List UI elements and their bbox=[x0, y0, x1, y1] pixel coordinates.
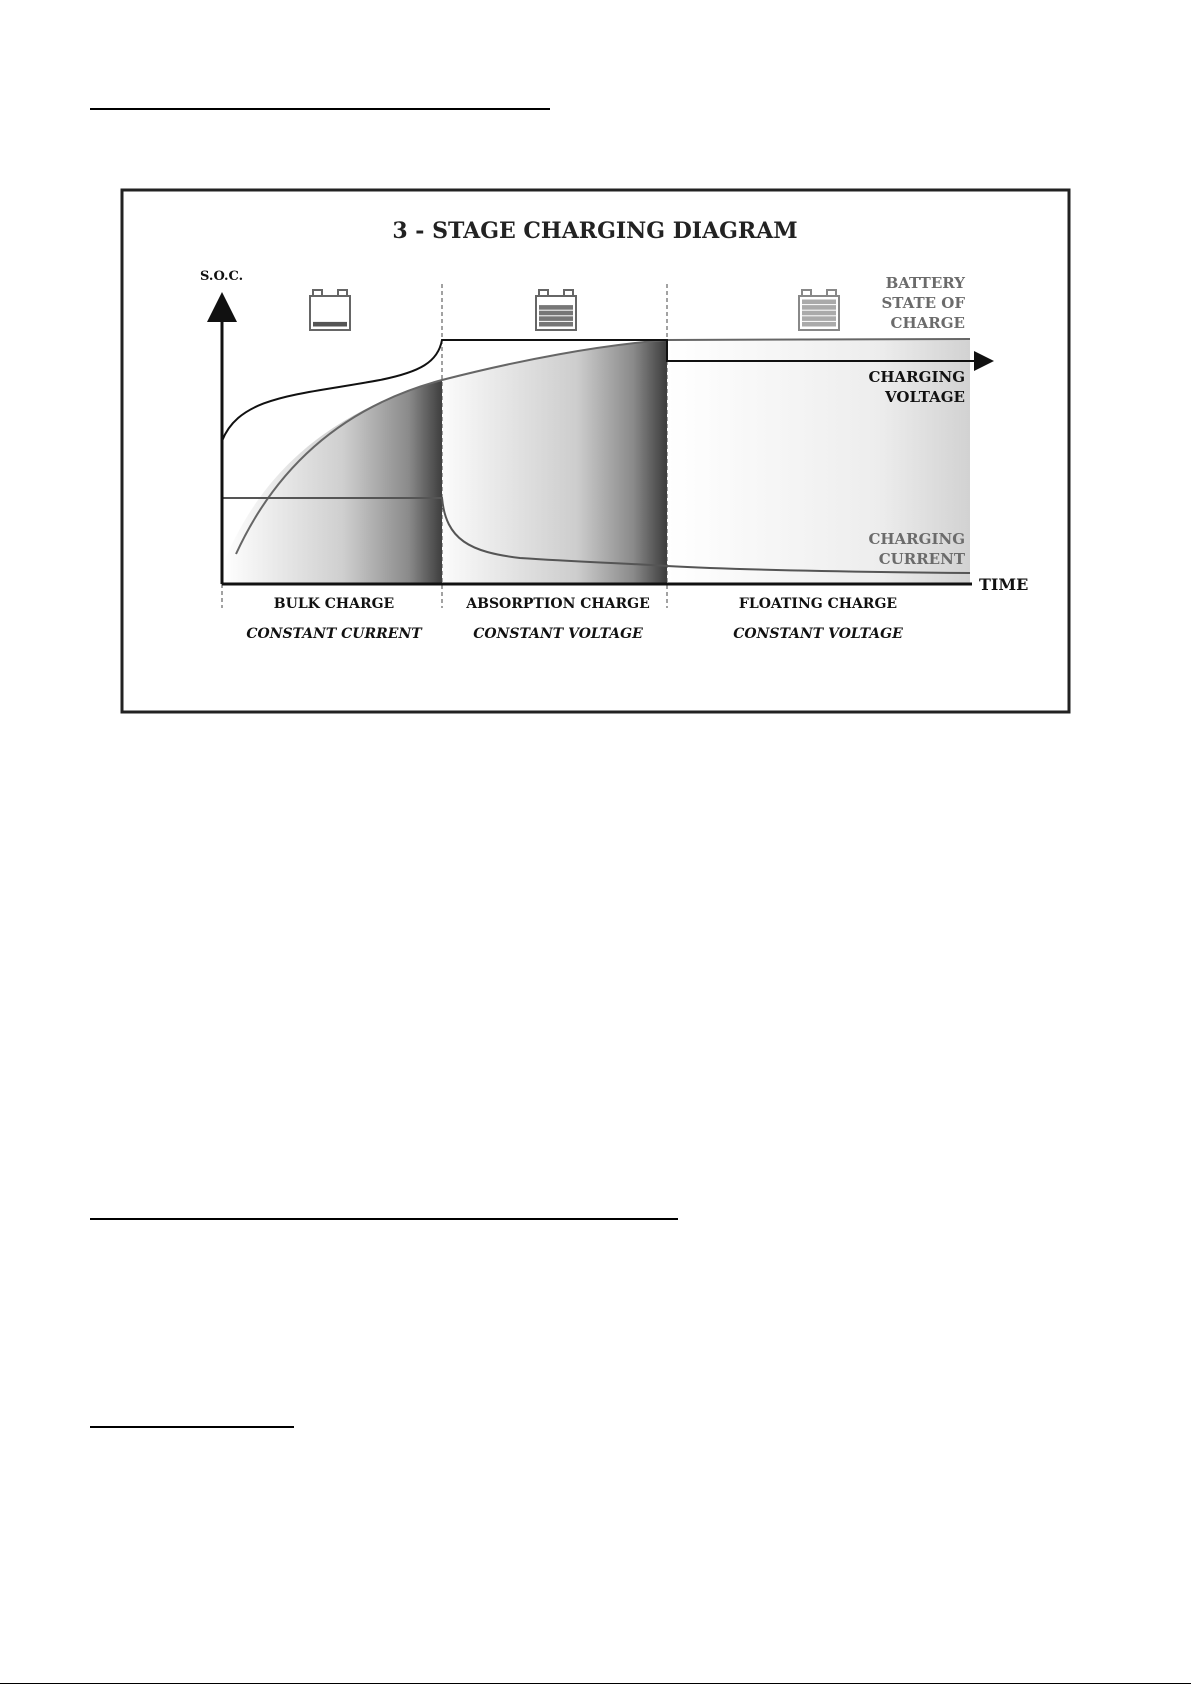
battery-level-bar bbox=[539, 305, 573, 310]
bulk-soc-area bbox=[222, 380, 442, 584]
legend-soc-line-2: STATE OF bbox=[881, 294, 965, 312]
subsection-heading-underline bbox=[90, 1426, 294, 1428]
battery-level-bar bbox=[802, 305, 836, 310]
battery-level-bar bbox=[802, 311, 836, 316]
battery-level-bar bbox=[539, 322, 573, 327]
battery-level-bar bbox=[539, 316, 573, 321]
y-axis-label: S.O.C. bbox=[200, 269, 244, 284]
page-bottom-line bbox=[0, 1683, 1191, 1684]
battery-low-icon bbox=[310, 290, 350, 330]
stage-floating-mode: CONSTANT VOLTAGE bbox=[733, 626, 903, 642]
x-axis-label: TIME bbox=[979, 575, 1029, 594]
battery-level-bar bbox=[802, 322, 836, 327]
stage-absorption-mode: CONSTANT VOLTAGE bbox=[473, 626, 643, 642]
legend-soc-line-3: CHARGE bbox=[890, 314, 965, 332]
legend-current-line-2: CURRENT bbox=[878, 550, 965, 568]
battery-level-bar bbox=[313, 322, 347, 327]
legend-voltage-line-2: VOLTAGE bbox=[885, 388, 965, 406]
battery-full-icon bbox=[799, 290, 839, 330]
stage-absorption-name: ABSORPTION CHARGE bbox=[466, 596, 650, 612]
legend-current-line-1: CHARGING bbox=[868, 530, 965, 548]
legend-voltage-line-1: CHARGING bbox=[868, 368, 965, 386]
battery-level-bar bbox=[539, 311, 573, 316]
section-divider bbox=[90, 1218, 678, 1220]
battery-level-bar bbox=[802, 300, 836, 305]
legend-soc-line-1: BATTERY bbox=[885, 274, 965, 292]
battery-high-icon bbox=[536, 290, 576, 330]
stage-floating-name: FLOATING CHARGE bbox=[738, 596, 898, 612]
charging-diagram bbox=[0, 0, 1191, 760]
battery-level-bar bbox=[802, 316, 836, 321]
stage-bulk-mode: CONSTANT CURRENT bbox=[246, 626, 422, 642]
stage-bulk-name: BULK CHARGE bbox=[273, 596, 395, 612]
diagram-title: 3 - STAGE CHARGING DIAGRAM bbox=[392, 218, 798, 244]
